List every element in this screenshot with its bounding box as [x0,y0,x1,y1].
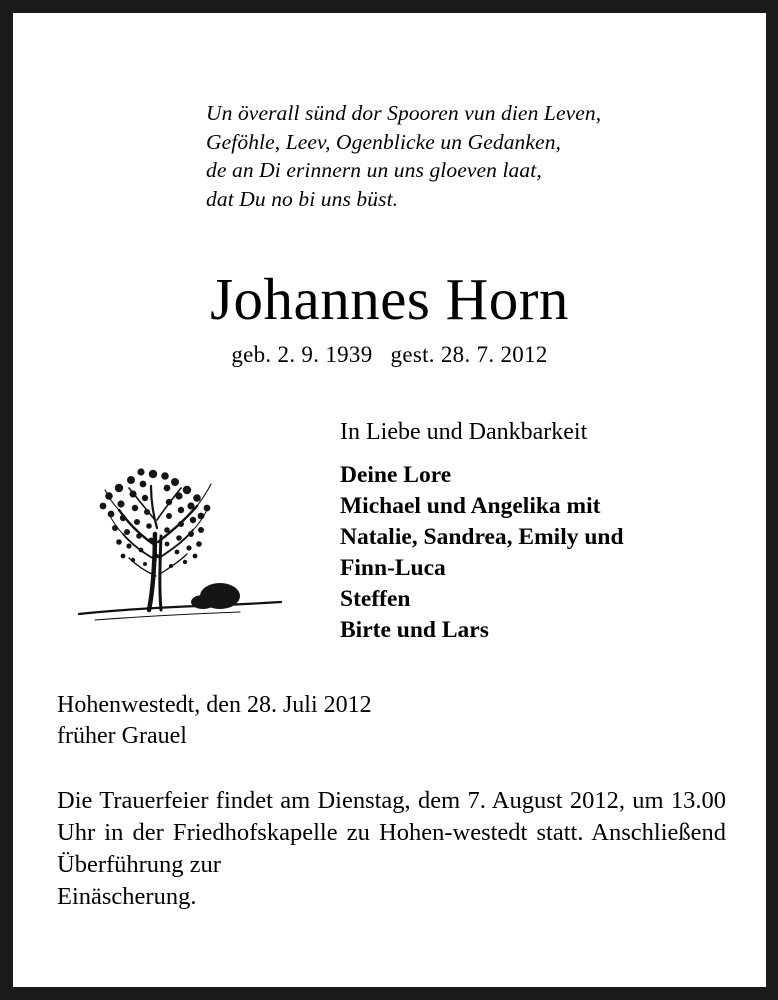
ceremony-details [57,785,726,913]
family-line-3: Natalie, Sandrea, Emily und [340,524,624,550]
family-line-6: Birte und Lars [340,617,489,643]
verse-line-4: dat Du no bi uns büst. [206,186,399,211]
dedication-text: In Liebe und Dankbarkeit [340,419,588,445]
ceremony-last-line: Einäscherung. [57,883,197,910]
birth-date: geb. 2. 9. 1939 [231,342,373,367]
family-line-4: Finn-Luca [340,555,446,581]
life-dates [13,340,766,370]
family-line-2: Michael und Angelika mit [340,493,601,519]
family-list [340,460,624,646]
verse-line-3: de an Di erinnern un uns gloeven laat, [206,158,542,182]
memorial-verse [206,99,601,213]
tree-illustration-icon [75,450,285,635]
deceased-name: Johannes Horn [210,266,569,332]
verse-line-2: Geföhle, Leev, Ogenblicke un Gedanken, [206,129,562,154]
family-line-1: Deine Lore [340,462,452,488]
place-line-2: früher Grauel [57,723,187,749]
death-date: gest. 28. 7. 2012 [390,342,548,367]
ceremony-text: Die Trauerfeier findet am Dienstag, dem 7. August 2012, um 13.00 Uhr in der Friedhofskapelle zu Hohen-westedt statt. Anschließend Überführung zur [57,787,726,878]
obituary-card [13,13,766,987]
family-line-5: Steffen [340,586,411,612]
verse-line-1: Un överall sünd dor Spooren vun dien Leven, [206,101,602,125]
place-and-date [57,690,372,752]
place-line-1: Hohenwestedt, den 28. Juli 2012 [57,692,372,718]
